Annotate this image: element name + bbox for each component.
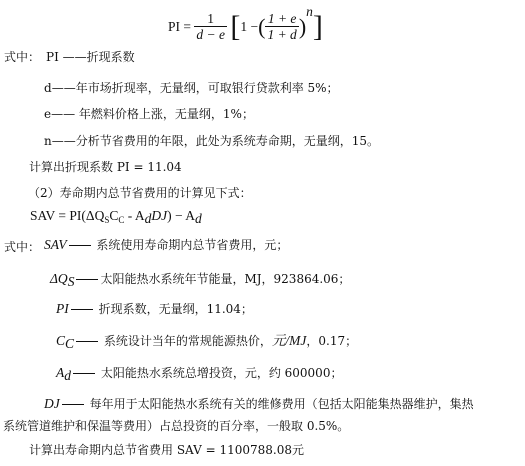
var-dqs xyxy=(50,271,351,289)
def-pi xyxy=(46,50,135,64)
where-label-2: 式中： xyxy=(4,240,41,254)
var-pi-text: 折现系数，无量纲，11.04； xyxy=(98,302,253,316)
var-cc-sub: C xyxy=(65,336,75,351)
def-n-text: ——分析节省费用的年限，此处为系统寿命期，无量纲，15。 xyxy=(51,134,380,148)
var-dqs-symbol: ΔQ xyxy=(50,271,68,286)
var-dj xyxy=(44,397,474,411)
def-pi-symbol: PI xyxy=(46,50,59,64)
var-dqs-dash xyxy=(76,279,98,280)
sav-c: C xyxy=(109,208,119,223)
var-ad xyxy=(56,365,343,383)
var-ad-text: 太阳能热水系统总增投资，元，约 600000； xyxy=(100,366,343,380)
var-pi-symbol: PI xyxy=(56,301,69,316)
calc-pi: 计算出折现系数 PI = 11.04 xyxy=(29,160,182,174)
pi-bracket-open: [ xyxy=(230,9,241,43)
var-dqs-sub: S xyxy=(67,274,75,289)
sav-a2-sub: d xyxy=(195,211,202,226)
pi-fraction-1 xyxy=(194,11,227,42)
pi-paren-open: ( xyxy=(258,13,266,39)
def-e-text: —— 年燃料价格上涨，无量纲，1%； xyxy=(51,107,254,121)
def-e xyxy=(44,107,254,121)
pi-fraction-1-num: 1 xyxy=(194,11,227,27)
pi-formula xyxy=(168,6,323,46)
var-sav-dash xyxy=(69,245,91,246)
pi-formula-lhs: PI = xyxy=(168,18,191,34)
def-n xyxy=(44,134,379,148)
sav-delta-q: ΔQ xyxy=(85,208,105,223)
var-cc-text: 系统设计当年的常规能源热价， xyxy=(103,334,272,348)
pi-one-minus: 1 − xyxy=(240,18,259,34)
var-cc-symbol: C xyxy=(56,333,66,348)
var-cc-dash xyxy=(76,341,98,342)
where-label-1: 式中： xyxy=(4,50,41,64)
var-ad-symbol: A xyxy=(56,365,65,380)
var-dj-symbol: DJ xyxy=(44,396,60,411)
var-pi xyxy=(56,302,253,316)
pi-bracket-close: ] xyxy=(312,9,323,43)
var-cc-tail: ，0.17； xyxy=(306,334,358,348)
var-ad-dash xyxy=(73,373,95,374)
def-n-symbol: n xyxy=(44,134,52,148)
section-2-heading: （2）寿命期内总节省费用的计算见下式： xyxy=(28,186,252,200)
def-d xyxy=(44,81,339,95)
var-ad-sub: d xyxy=(64,368,71,383)
var-dqs-text: 太阳能热水系统年节能量，MJ，923864.06； xyxy=(100,272,351,286)
var-pi-dash xyxy=(71,309,93,310)
var-sav-text: 系统使用寿命期内总节省费用，元； xyxy=(96,238,289,252)
pi-exponent: n xyxy=(306,4,313,19)
var-dj-text: 每年用于太阳能热水系统有关的维修费用（包括太阳能集热器维护，集热 xyxy=(89,397,474,411)
def-pi-text: ——折现系数 xyxy=(62,50,135,64)
sav-formula xyxy=(30,208,202,226)
pi-paren-close: ) xyxy=(298,13,307,39)
sav-delta-q-sub: S xyxy=(104,215,110,225)
var-dj-dash xyxy=(62,404,84,405)
var-sav xyxy=(44,238,288,252)
def-d-text: ——年市场折现率，无量纲，可取银行贷款利率 5%； xyxy=(51,81,339,95)
pi-fraction-2 xyxy=(265,11,298,42)
var-cc-unit: 元/MJ xyxy=(271,333,307,348)
pi-fraction-1-den: d − e xyxy=(196,27,225,43)
var-dj-continuation: 系统管道维护和保温等费用）占总投资的百分率，一般取 0.5%。 xyxy=(3,419,350,433)
calc-sav: 计算出寿命期内总节省费用 SAV = 1100788.08元 xyxy=(29,443,304,457)
var-sav-symbol: SAV xyxy=(44,237,67,252)
pi-fraction-2-den: 1 + d xyxy=(267,27,297,43)
sav-dj: DJ xyxy=(151,208,168,223)
sav-formula-lhs: SAV = PI( xyxy=(30,208,86,223)
sav-c-sub: C xyxy=(118,215,125,225)
var-cc xyxy=(56,333,358,351)
sav-minus-a: - A xyxy=(124,208,145,223)
pi-fraction-2-num: 1 + e xyxy=(265,11,298,27)
sav-close-minus-a: ) − A xyxy=(167,208,195,223)
sav-a-sub: d xyxy=(144,211,152,226)
def-e-symbol: e xyxy=(44,107,52,121)
def-d-symbol: d xyxy=(44,81,52,95)
